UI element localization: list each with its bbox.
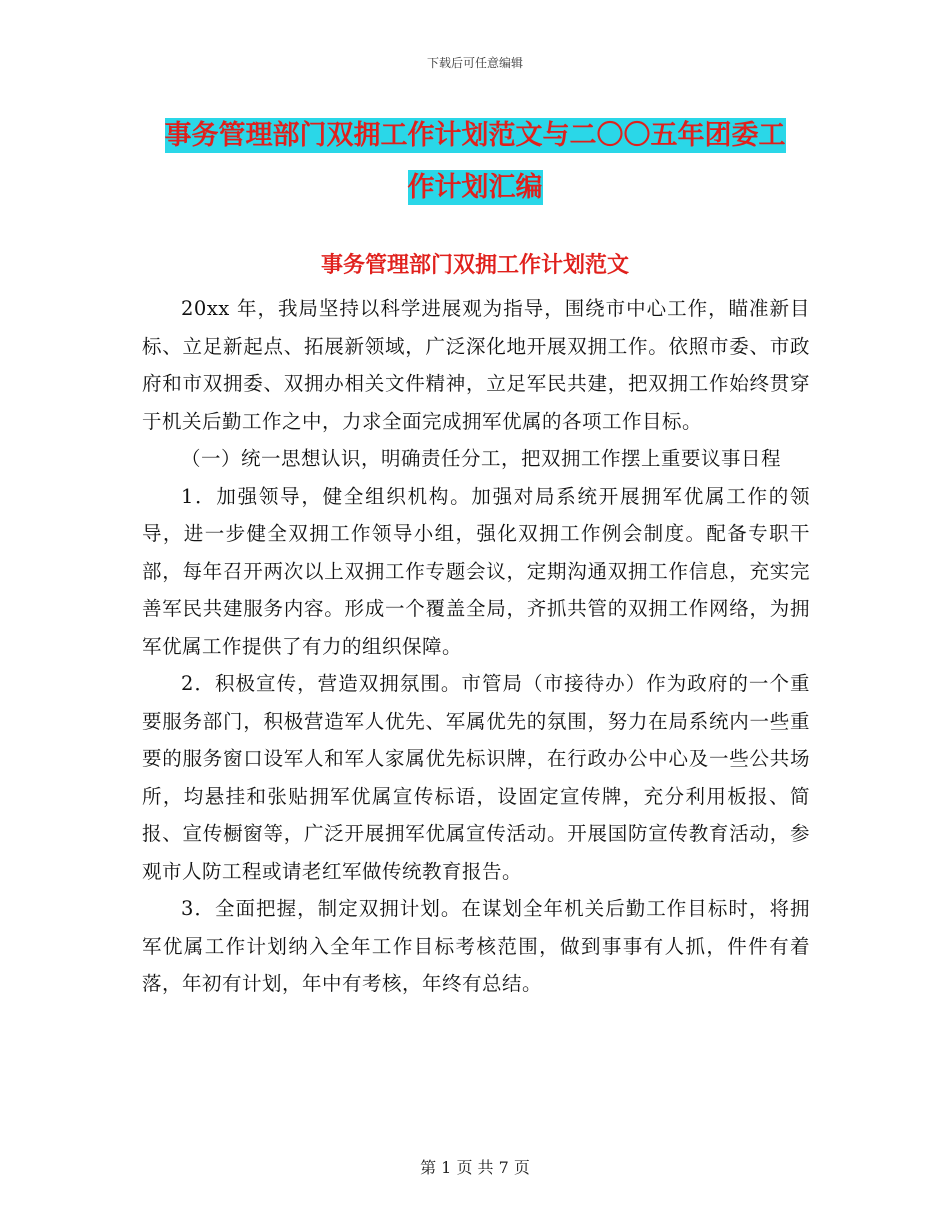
header-note: 下载后可任意编辑: [426, 56, 523, 70]
page-number-footer: 第 1 页 共 7 页: [420, 1158, 530, 1177]
paragraph-intro: 20xx 年，我局坚持以科学进展观为指导，围绕市中心工作，瞄准新目标、立足新起点、拓展新领域，广泛深化地开展双拥工作。依照市委、市政府和市双拥委、双拥办相关文件精神，立足军民共建，把双拥工作始终贯穿于机关后勤工作之中，力求全面完成拥军优属的各项工作目标。: [142, 297, 810, 433]
document-title-line-2: 作计划汇编: [407, 172, 543, 203]
paragraph-item-2: 2．积极宣传，营造双拥氛围。市管局（市接待办）作为政府的一个重要服务部门，积极营造军人优先、军属优先的氛围，努力在局系统内一些重要的服务窗口设军人和军人家属优先标识牌，在行政办公中心及一些公共场所，均悬挂和张贴拥军优属宣传标语，设固定宣传牌，充分利用板报、简报、宣传橱窗等，广泛开展拥军优属宣传活动。开展国防宣传教育活动，参观市人防工程或请老红军做传统教育报告。: [142, 672, 810, 883]
paragraph-heading-1: （一）统一思想认识，明确责任分工，把双拥工作摆上重要议事日程: [181, 447, 782, 470]
document-title-line-1: 事务管理部门双拥工作计划范文与二〇〇五年团委工: [164, 120, 786, 151]
paragraph-item-3: 3．全面把握，制定双拥计划。在谋划全年机关后勤工作目标时，将拥军优属工作计划纳入全年工作目标考核范围，做到事事有人抓，件件有着落，年初有计划，年中有考核，年终有总结。: [142, 897, 810, 995]
paragraph-item-1: 1．加强领导，健全组织机构。加强对局系统开展拥军优属工作的领导，进一步健全双拥工作领导小组，强化双拥工作例会制度。配备专职干部，每年召开两次以上双拥工作专题会议，定期沟通双拥工作信息，充实完善军民共建服务内容。形成一个覆盖全局，齐抓共管的双拥工作网络，为拥军优属工作提供了有力的组织保障。: [142, 484, 810, 658]
document-body: [142, 290, 810, 1003]
section-title: 事务管理部门双拥工作计划范文: [320, 252, 629, 278]
document-title: [140, 110, 810, 214]
